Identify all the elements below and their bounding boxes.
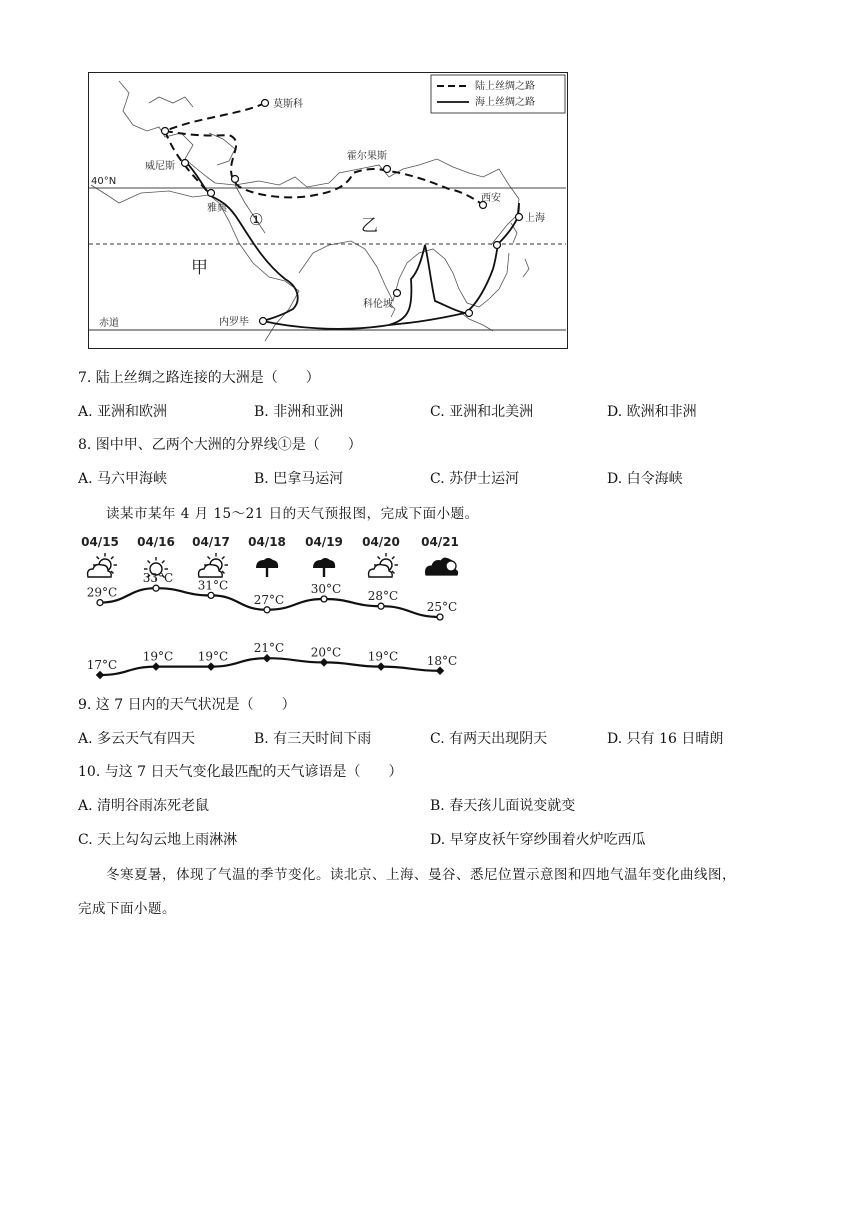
weather-forecast-chart [78,533,478,683]
high-temperature-point [378,603,384,609]
low-temperature-label: 20°C [310,645,342,660]
high-temperature-label: 30°C [310,582,342,596]
high-temperature-point [437,614,443,620]
silk-road-map-svg [89,73,566,347]
label-equator: 赤道 [99,318,119,329]
date-label: 04/15 [81,535,119,549]
q10-stem: 10. 与这 7 日天气变化最匹配的天气谚语是（ ） [78,764,403,780]
high-temperature-point [97,600,103,606]
date-label: 04/19 [305,535,343,549]
label-venice: 威尼斯 [145,161,175,172]
q8-option-c[interactable]: C. 苏伊士运河 [430,471,520,487]
moscow-marker [262,100,269,107]
rain-icon [313,558,335,577]
q10-option-a[interactable]: A. 清明谷雨冻死老鼠 [78,798,210,814]
label-xian: 西安 [481,193,501,204]
partly-cloudy-icon [369,553,398,577]
temperature-intro-line2: 完成下面小题。 [78,901,176,917]
legend-sea-label: 海上丝绸之路 [475,97,535,108]
high-temperature-label: 29°C [86,585,118,600]
q10-option-b[interactable]: B. 春天孩儿面说变就变 [430,798,576,814]
low-temperature-label: 19°C [142,649,174,664]
q9-stem: 9. 这 7 日内的天气状况是（ ） [78,697,296,713]
label-continent-b: 乙 [361,216,378,236]
date-label: 04/20 [362,535,400,549]
q8-option-d[interactable]: D. 白令海峡 [607,471,683,487]
khorgos-marker [384,166,391,173]
rain-icon [256,558,278,577]
low-temperature-point [207,662,215,670]
partly-cloudy-icon [88,553,117,577]
silk-road-map [88,72,568,349]
q7-option-d[interactable]: D. 欧洲和非洲 [607,404,697,420]
high-temperature-label: 28°C [367,589,399,604]
label-shanghai: 上海 [525,213,545,224]
label-nairobi: 内罗毕 [219,317,249,328]
q7-option-a[interactable]: A. 亚洲和欧洲 [78,404,168,420]
low-temperature-label: 19°C [197,649,229,664]
legend-land-label: 陆上丝绸之路 [475,81,535,92]
weather-intro: 读某市某年 4 月 15～21 日的天气预报图，完成下面小题。 [106,506,479,522]
high-temperature-label: 31°C [197,578,229,593]
weather-forecast-svg [78,533,478,683]
coastlines [91,81,529,341]
low-temperature-point [436,667,444,675]
venice-marker [182,160,189,167]
q8-stem: 8. 图中甲、乙两个大洲的分界线①是（ ） [78,437,362,453]
low-temperature-point [96,671,104,679]
date-label: 04/21 [421,535,459,549]
label-lat-40: 40°N [91,176,117,187]
low-temperature-label: 18°C [426,653,458,668]
q10-option-d[interactable]: D. 早穿皮袄午穿纱围着火炉吃西瓜 [430,832,646,848]
q9-option-c[interactable]: C. 有两天出现阴天 [430,731,548,747]
q9-option-a[interactable]: A. 多云天气有四天 [78,731,196,747]
low-temperature-label: 21°C [253,641,285,656]
label-athens: 雅典 [207,203,227,214]
temperature-intro-line1: 冬寒夏暑，体现了气温的季节变化。读北京、上海、曼谷、悉尼位置示意图和四地气温年变化曲线图， [106,867,736,883]
europe-west-marker [162,128,169,135]
q8-option-b[interactable]: B. 巴拿马运河 [254,471,344,487]
label-marker-1: ① [249,210,264,229]
colombo-marker [394,290,401,297]
date-label: 04/16 [137,535,175,549]
high-temperature-point [153,585,159,591]
cloudy-icon [426,558,458,575]
q7-option-b[interactable]: B. 非洲和亚洲 [254,404,344,420]
shanghai-marker [516,214,523,221]
mideast-marker [232,176,239,183]
date-label: 04/18 [248,535,286,549]
malacca-marker [466,310,473,317]
athens-marker [208,190,215,197]
q10-option-c[interactable]: C. 天上勾勾云地上雨淋淋 [78,832,238,848]
label-continent-a: 甲 [191,258,208,278]
label-khorgos: 霍尔果斯 [347,151,387,162]
label-colombo: 科伦坡 [363,299,393,310]
low-temperature-label: 19°C [367,649,399,664]
high-temperature-point [208,592,214,598]
q7-option-c[interactable]: C. 亚洲和北美洲 [430,404,534,420]
high-temperature-label: 25°C [426,600,458,614]
guangzhou-marker [494,242,501,249]
date-label: 04/17 [192,535,230,549]
high-temperature-point [321,596,327,602]
q8-option-a[interactable]: A. 马六甲海峡 [78,471,168,487]
low-temperature-point [152,662,160,670]
q9-option-b[interactable]: B. 有三天时间下雨 [254,731,372,747]
q7-stem: 7. 陆上丝绸之路连接的大洲是（ ） [78,370,320,386]
high-temperature-label: 33°C [142,571,174,586]
low-temperature-point [320,658,328,666]
q9-option-d[interactable]: D. 只有 16 日晴朗 [607,731,724,747]
low-temperature-label: 17°C [86,658,118,672]
high-temperature-label: 27°C [253,592,285,607]
high-temperature-point [264,607,270,613]
low-temperature-point [377,662,385,670]
low-temperature-point [263,654,271,662]
nairobi-marker [260,318,267,325]
partly-cloudy-icon [199,553,228,577]
label-moscow: 莫斯科 [273,99,303,110]
